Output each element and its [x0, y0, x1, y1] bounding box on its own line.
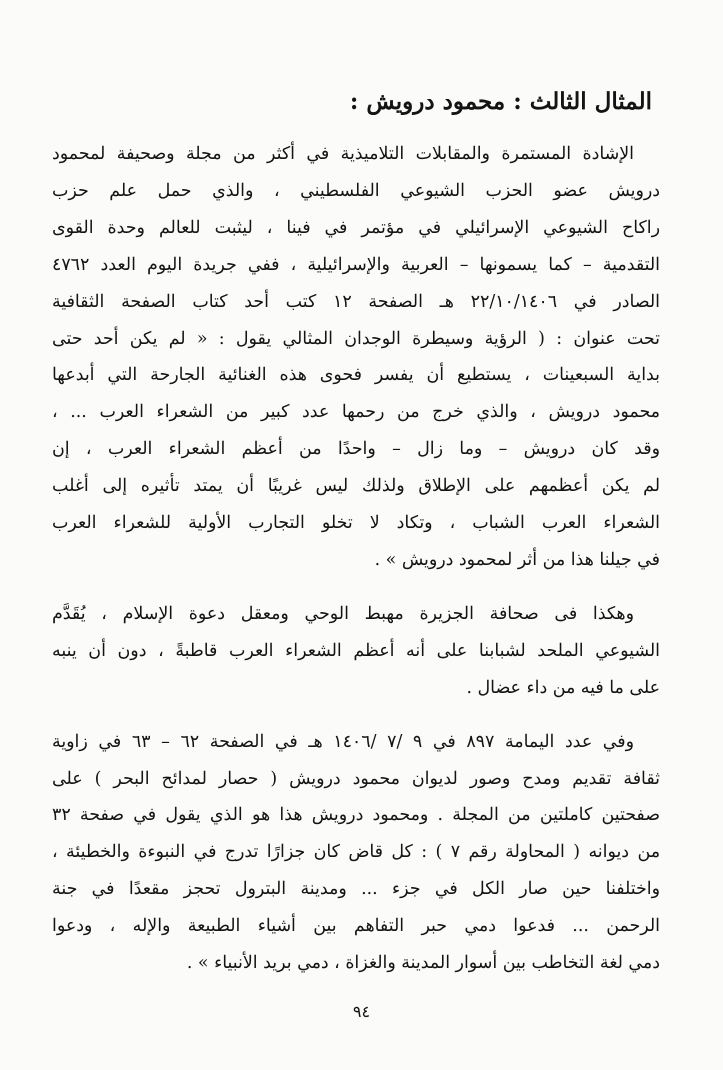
text-line: لم يكن أعظمهم على الإطلاق ولذلك ليس غريبًا أن يمتد تأثيره إلى أغلب — [52, 476, 660, 497]
section-heading: المثال الثالث : محمود درويش : — [349, 88, 652, 115]
text-line: وفي عدد اليمامة ٨٩٧ في ٩ /٧ /١٤٠٦ هـ في الصفحة ٦٢ – ٦٣ في زاوية — [52, 731, 635, 752]
text-line: واختلفنا حين صار الكل في جزء ... ومدينة البترول تحجز مقعدًا في جنة — [52, 879, 660, 900]
text-line: الإشادة المستمرة والمقابلات التلاميذية في أكثر من مجلة وصحيفة لمحمود — [52, 144, 634, 164]
text-line: الشيوعي الملحد لشبابنا على أنه أعظم الشعراء العرب قاطبةً ، دون أن ينبه — [52, 640, 660, 661]
page-number: ٩٤ — [352, 1002, 371, 1021]
paragraph-2 — [52, 596, 660, 707]
text-line: في جيلنا هذا من أثر لمحمود درويش » . — [374, 549, 660, 570]
text-line: دمي لغة التخاطب بين أسوار المدينة والغزاة ، دمي بريد الأنبياء » . — [186, 953, 660, 974]
text-line: ثقافة تقديم ومدح وصور لديوان محمود درويش ( حصار لمدائح البحر ) على — [52, 768, 660, 789]
paragraph-1 — [52, 136, 660, 579]
text-line: وقد كان درويش – وما زال – واحدًا من أعظم الشعراء العرب ، إن — [52, 439, 660, 460]
text-line: تحت عنوان : ( الرؤية وسيطرة الوجدان المثالي يقول : « لم يكن أحد حتى — [52, 328, 660, 349]
text-line: درويش عضو الحزب الشيوعي الفلسطيني ، والذي حمل علم حزب — [52, 180, 660, 201]
text-line: وهكذا فى صحافة الجزيرة مهبط الوحي ومعقل دعوة الإسلام ، يُقَدَّم — [52, 603, 634, 624]
text-line: التقدمية – كما يسمونها – العربية والإسرائيلية ، ففي جريدة اليوم العدد ٤٧٦٢ — [52, 254, 660, 275]
text-line: على ما فيه من داء عضال . — [466, 677, 660, 698]
text-line: من ديوانه ( المحاولة رقم ٧ ) : كل قاض كان جزارًا تدرج في النبوءة والخطيئة ، — [52, 842, 661, 863]
text-line: محمود درويش ، والذي خرج من رحمها عدد كبير من الشعراء العرب ... ، — [52, 402, 660, 423]
paragraph-3 — [52, 724, 660, 982]
text-line: راكاح الشيوعي الإسرائيلي في مؤتمر في فينا ، ليثبت للعالم وحدة القوى — [52, 217, 660, 238]
text-line: الصادر في ٢٢/١٠/١٤٠٦ هـ الصفحة ١٢ كتب أحد كتاب الصفحة الثقافية — [52, 291, 660, 312]
text-line: بداية السبعينات ، يستطيع أن يفسر فحوى هذه الغنائية الجارحة التي أبدعها — [52, 365, 660, 386]
text-line: الشعراء العرب الشباب ، وتكاد لا تخلو التجارب الأولية للشعراء العرب — [52, 513, 660, 534]
page-body — [52, 80, 660, 982]
text-line: صفحتين كاملتين من المجلة . ومحمود درويش هذا هو الذي يقول في صفحة ٣٢ — [52, 805, 660, 826]
text-line: الرحمن ... فدعوا دمي حبر التفاهم بين أشياء الطبيعة والإله ، ودعوا — [52, 916, 660, 937]
